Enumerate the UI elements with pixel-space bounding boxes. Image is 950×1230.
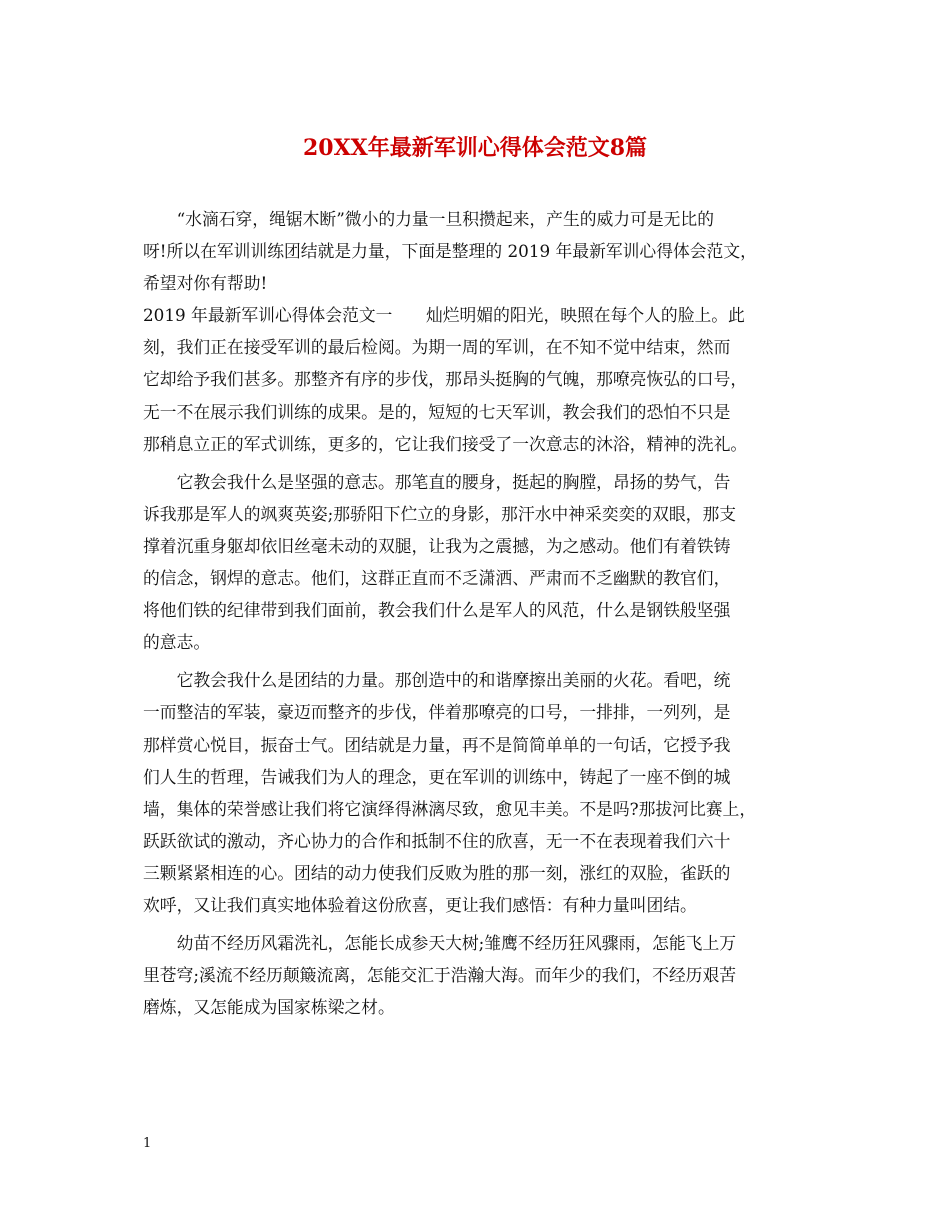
- body-line: 跃跃欲试的激动，齐心协力的合作和抵制不住的欣喜，无一不在表现着我们六十: [143, 830, 731, 851]
- body-line: 磨炼，又怎能成为国家栋梁之材。: [143, 997, 395, 1018]
- body-line: 它却给予我们甚多。那整齐有序的步伐，那昂头挺胸的气魄，那嘹亮恢弘的口号，: [143, 369, 748, 390]
- body-line: 那稍息立正的军式训练，更多的，它让我们接受了一次意志的沐浴，精神的洗礼。: [143, 433, 748, 454]
- body-line: 撑着沉重身躯却依旧丝毫未动的双腿，让我为之震撼，为之感动。他们有着铁铸: [143, 535, 731, 556]
- body-line: 那样赏心悦目，振奋士气。团结就是力量，再不是简简单单的一句话，它授予我: [143, 734, 731, 755]
- body-line: 的信念，钢焊的意志。他们，这群正直而不乏潇洒、严肃而不乏幽默的教官们，: [143, 568, 731, 589]
- body-line: 诉我那是军人的飒爽英姿;那骄阳下伫立的身影，那汗水中神采奕奕的双眼，那支: [143, 503, 737, 524]
- body-line: 三颗紧紧相连的心。团结的动力使我们反败为胜的那一刻，涨红的双脸，雀跃的: [143, 862, 731, 883]
- document-body: [143, 203, 823, 1023]
- body-line: 无一不在展示我们训练的成果。是的，短短的七天军训，教会我们的恐怕不只是: [143, 401, 731, 422]
- body-line: 希望对你有帮助!: [143, 273, 268, 294]
- body-line: 它教会我什么是团结的力量。那创造中的和谐摩擦出美丽的火花。看吧，统: [176, 670, 731, 691]
- body-line: 墙，集体的荣誉感让我们将它演绎得淋漓尽致，愈见丰美。不是吗?那拔河比赛上，: [143, 798, 757, 819]
- body-line: 刻，我们正在接受军训的最后检阅。为期一周的军训，在不知不觉中结束，然而: [143, 337, 731, 358]
- body-line: 呀!所以在军训训练团结就是力量，下面是整理的 2019 年最新军训心得体会范文，: [143, 241, 757, 262]
- body-line: 将他们铁的纪律带到我们面前，教会我们什么是军人的风范，什么是钢铁般坚强: [143, 600, 731, 621]
- body-line: 幼苗不经历风霜洗礼，怎能长成参天大树;雏鹰不经历狂风骤雨，怎能飞上万: [176, 933, 737, 954]
- body-line: 2019 年最新军训心得体会范文一 灿烂明媚的阳光，映照在每个人的脸上。此: [143, 305, 745, 326]
- body-line: 欢呼，又让我们真实地体验着这份欣喜，更让我们感悟：有种力量叫团结。: [143, 894, 697, 915]
- body-line: 里苍穹;溪流不经历颠簸流离，怎能交汇于浩瀚大海。而年少的我们，不经历艰苦: [143, 965, 737, 986]
- body-line: 它教会我什么是坚强的意志。那笔直的腰身，挺起的胸膛，昂扬的势气，告: [176, 471, 731, 492]
- body-line: 一而整洁的军装，豪迈而整齐的步伐，伴着那嘹亮的口号，一排排，一列列，是: [143, 702, 731, 723]
- page-number: 1: [143, 1136, 152, 1151]
- body-line: “水滴石穿，绳锯木断”微小的力量一旦积攒起来，产生的威力可是无比的: [176, 209, 714, 229]
- body-line: 们人生的哲理，告诫我们为人的理念，更在军训的训练中，铸起了一座不倒的城: [143, 766, 731, 787]
- document-title: 20XX年最新军训心得体会范文8篇: [302, 135, 648, 161]
- body-line: 的意志。: [143, 632, 211, 653]
